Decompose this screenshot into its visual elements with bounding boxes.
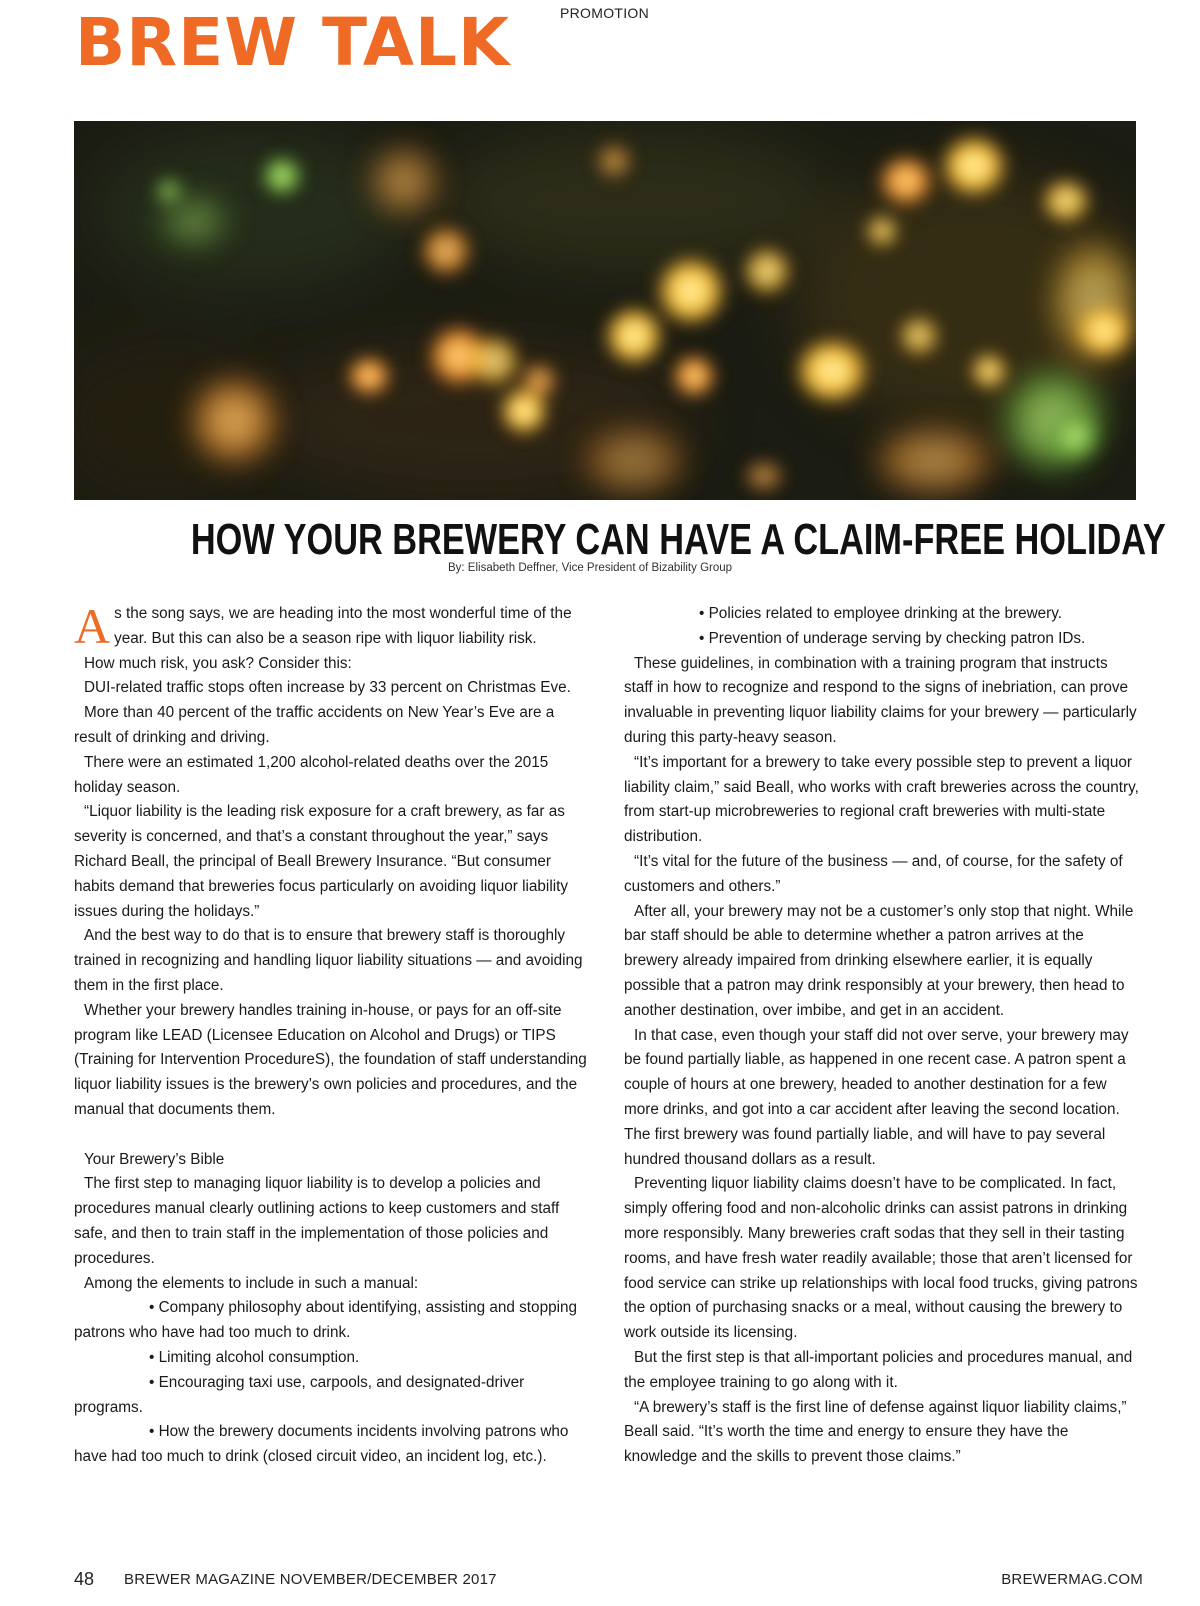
promotion-label: PROMOTION [560,5,650,21]
magazine-issue: BREWER MAGAZINE NOVEMBER/DECEMBER 2017 [124,1571,497,1588]
article-paragraph [74,598,590,654]
drop-cap: A [74,598,111,654]
article-paragraph: How much risk, you ask? Consider this: [84,654,352,672]
article-paragraph: There were an estimated 1,200 alcohol-related deaths over the 2015 holiday season. [74,753,549,796]
bokeh-lights-photo-icon [74,121,1136,500]
article-column-left [74,598,590,1470]
bullet-item: • How the brewery documents incidents involving patrons who have had too much to drink (closed circuit video, an incident log, etc.). [74,1423,569,1466]
article-paragraph: “Liquor liability is the leading risk exposure for a craft brewery, as far as severity is concerned, and that’s a constant throughout the year,” says Richard Beall, the principal of Beall Brewery Insurance. “But consumer habits demand that breweries focus particularly on avoiding liquor liability issues during the holidays.” [74,803,569,920]
hero-image [74,121,1136,500]
bullet-item: • Encouraging taxi use, carpools, and designated-driver programs. [74,1373,525,1416]
article-subhead: Your Brewery’s Bible [84,1150,225,1168]
article-paragraph: Preventing liquor liability claims doesn’t have to be complicated. In fact, simply offering food and non-alcoholic drinks can assist patrons in drinking more responsibly. Many breweries craft sodas that they sell in their tasting rooms, and have fresh water readily available; those that aren’t licensed for food service can strike up relationships with local food trucks, giving patrons the option of purchasing snacks or a meal, without causing the brewery to work outside its licensing. [624,1175,1138,1342]
article-paragraph: The first step to managing liquor liability is to develop a policies and procedures manual clearly outlining actions to keep customers and staff safe, and then to train staff in the implementation of those policies and procedures. [74,1175,560,1267]
article-paragraph: DUI-related traffic stops often increase by 33 percent on Christmas Eve. [84,679,571,697]
article-paragraph: “It’s vital for the future of the business — and, of course, for the safety of customers and others.” [624,852,1123,895]
article-paragraph: These guidelines, in combination with a training program that instructs staff in how to recognize and respond to the signs of inebriation, can prove invaluable in preventing liquor liability claims for your brewery — particularly during this party-heavy season. [624,654,1137,746]
bullet-item: • Limiting alcohol consumption. [149,1348,360,1366]
article-paragraph: Whether your brewery handles training in-house, or pays for an off-site program like LEAD (Licensee Education on Alcohol and Drugs) or TIPS (Training for Intervention ProcedureS), the foundation of staff understanding liquor liability issues is the brewery’s own policies and procedures, and the manual that documents them. [74,1001,587,1118]
article-column-right [624,602,1140,1470]
article-paragraph: In that case, even though your staff did not over serve, your brewery may be found partially liable, as happened in one recent case. A patron spent a couple of hours at one brewery, headed to another destination for a few more drinks, and got into a car accident after leaving the second location. The first brewery was found partially liable, and will have to pay several hundred thousand dollars as a result. [624,1026,1129,1168]
article-paragraph: But the first step is that all-important policies and procedures manual, and the employee training to go along with it. [624,1348,1133,1391]
bullet-item: • Policies related to employee drinking at the brewery. [699,605,1063,622]
article-paragraph: “A brewery’s staff is the first line of defense against liquor liability claims,” Beall said. “It’s worth the time and energy to ensure they have the knowledge and the skills to prevent those claims.” [624,1398,1127,1466]
article-paragraph: More than 40 percent of the traffic accidents on New Year’s Eve are a result of drinking and driving. [74,704,555,746]
website-link[interactable]: BREWERMAG.COM [1001,1571,1143,1588]
paragraph-text: s the song says, we are heading into the most wonderful time of the year. But this can also be a season ripe with liquor liability risk. [114,605,572,647]
article-paragraph: And the best way to do that is to ensure that brewery staff is thoroughly trained in recognizing and handling liquor liability situations — and avoiding them in the first place. [74,927,583,994]
article-byline: By: Elisabeth Deffner, Vice President of Bizability Group [448,562,733,574]
page-number: 48 [74,1569,95,1589]
article-paragraph: Among the elements to include in such a manual: [84,1274,419,1292]
bullet-item: • Prevention of underage serving by checking patron IDs. [699,629,1086,647]
section-title: BREW TALK [75,4,511,81]
article-headline: HOW YOUR BREWERY CAN HAVE A CLAIM-FREE HOLIDAY [190,515,1166,564]
bullet-item: • Company philosophy about identifying, assisting and stopping patrons who have had too much to drink. [74,1299,577,1342]
article-paragraph: “It’s important for a brewery to take every possible step to prevent a liquor liability claim,” said Beall, who works with craft breweries across the country, from start-up microbreweries to regional craft breweries with multi-state distribution. [624,753,1139,846]
article-paragraph: After all, your brewery may not be a customer’s only stop that night. While bar staff should be able to determine whether a patron arrives at the brewery already impaired from drinking elsewhere earlier, it is equally possible that a patron may drink responsibly at your brewery, then head to another destination, over imbibe, and get in an accident. [624,902,1134,1019]
